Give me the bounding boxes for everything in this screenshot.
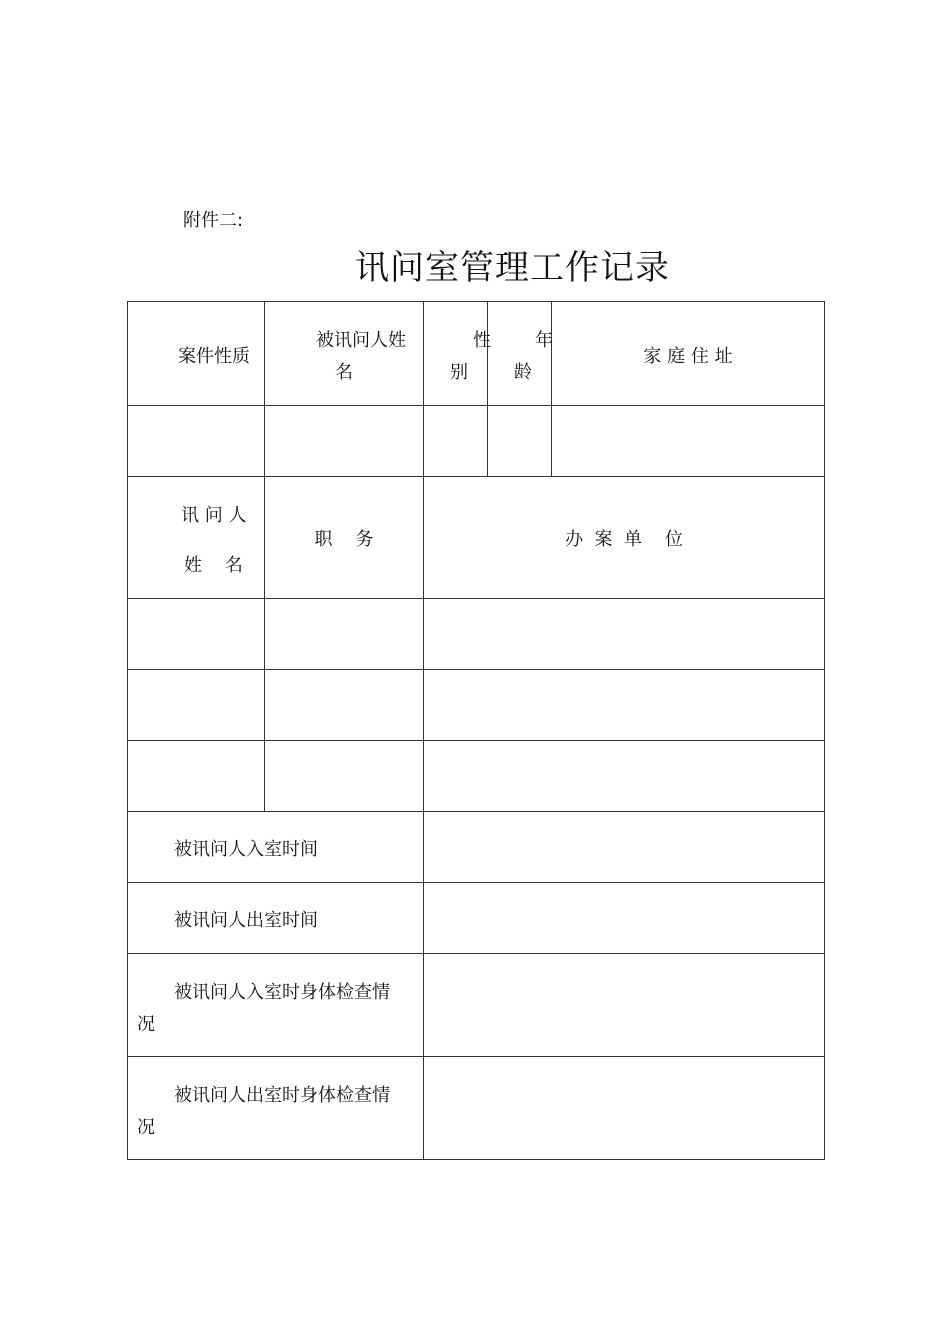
label-exit-time: 被讯问人出室时间	[174, 910, 318, 931]
label-entry-check: 被讯问人入室时身体检查情	[174, 982, 390, 1003]
header-age-cont: 龄	[514, 362, 532, 383]
row-divider	[128, 740, 824, 741]
header-gender-cont: 别	[450, 362, 468, 383]
row-divider	[128, 669, 824, 670]
row-divider	[128, 476, 824, 477]
row-divider	[128, 405, 824, 406]
row-divider	[128, 1056, 824, 1057]
header-gender: 性	[473, 330, 491, 351]
label-entry-time: 被讯问人入室时间	[174, 839, 318, 860]
header-position: 职 务	[314, 529, 374, 550]
header-interrogator: 讯 问 人	[181, 505, 247, 526]
label-entry-check-cont: 况	[137, 1014, 155, 1035]
label-exit-check: 被讯问人出室时身体检查情	[174, 1085, 390, 1106]
header-age: 年	[535, 330, 553, 351]
row-divider	[128, 811, 824, 812]
attachment-label: 附件二:	[183, 210, 244, 231]
label-exit-check-cont: 况	[137, 1117, 155, 1138]
row-divider	[128, 953, 824, 954]
header-suspect-name: 被讯问人姓	[316, 330, 406, 351]
header-case-nature: 案件性质	[178, 346, 250, 367]
column-divider	[264, 302, 265, 811]
header-interrogator-cont: 姓 名	[184, 555, 243, 576]
header-unit: 办 案 单 位	[565, 529, 683, 550]
header-suspect-name-cont: 名	[335, 362, 353, 383]
row-divider	[128, 598, 824, 599]
record-table	[127, 301, 825, 1160]
header-home-address: 家 庭 住 址	[643, 346, 733, 367]
page-title: 讯问室管理工作记录	[355, 248, 670, 288]
column-divider	[423, 302, 424, 1159]
row-divider	[128, 882, 824, 883]
